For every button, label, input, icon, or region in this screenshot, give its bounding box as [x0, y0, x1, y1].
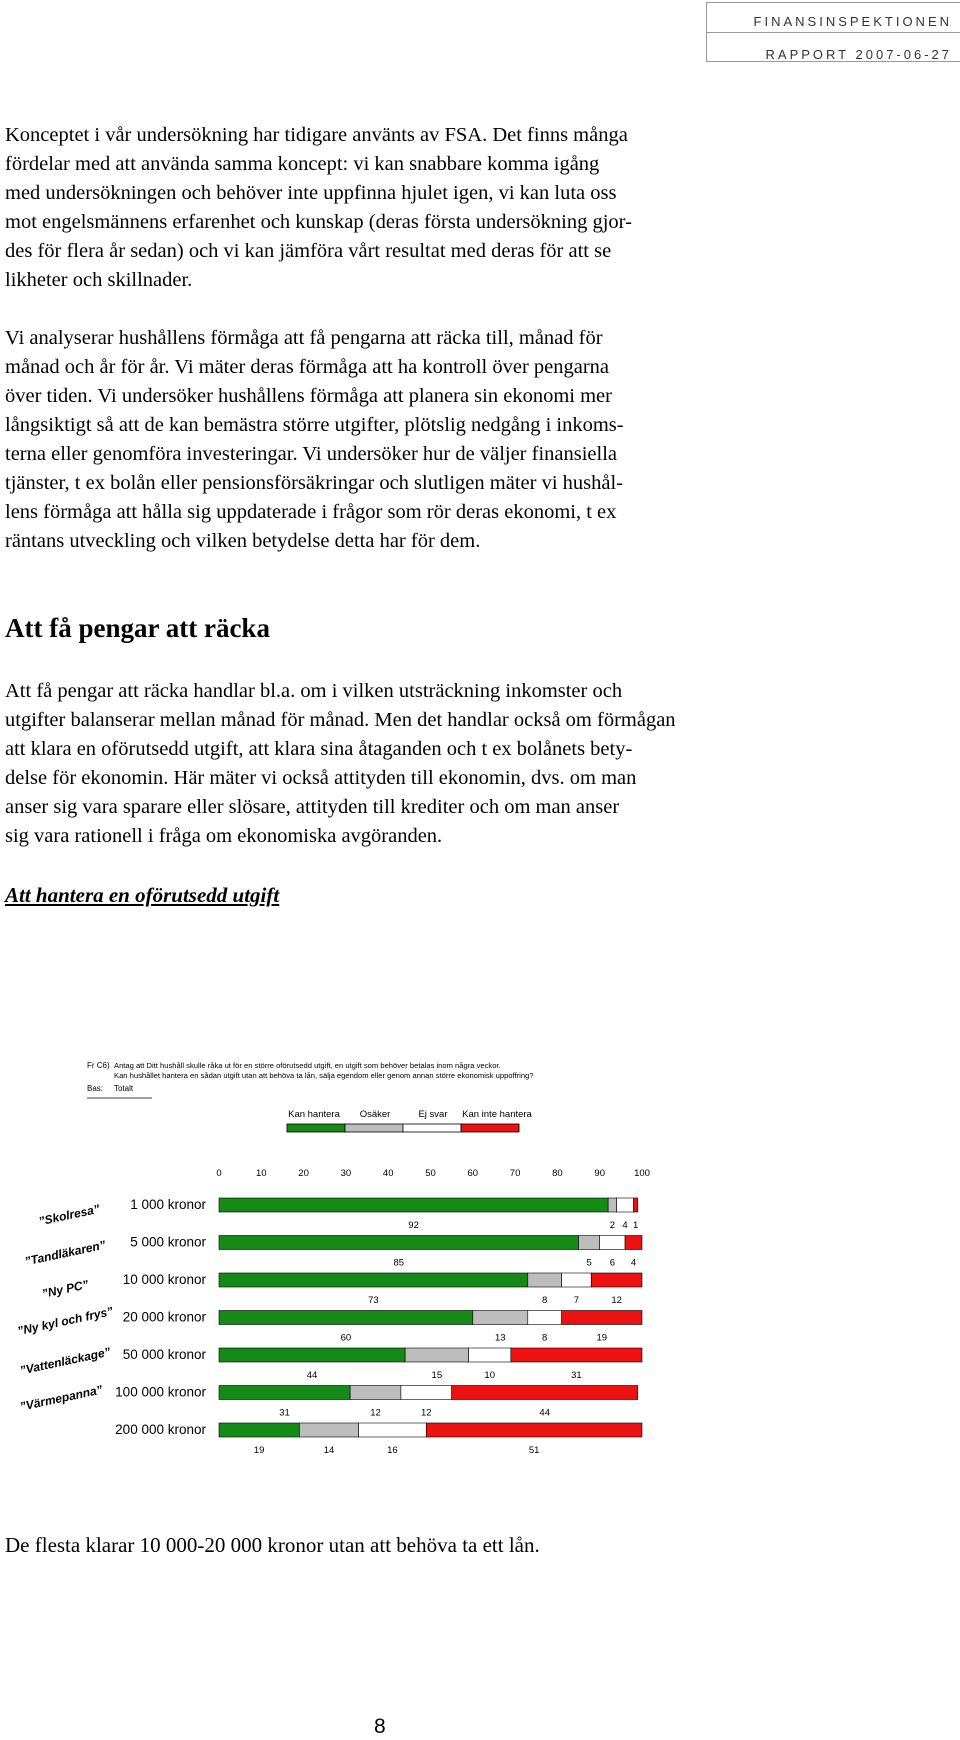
bar-segment	[591, 1273, 642, 1287]
bar-segment	[528, 1273, 562, 1287]
text-line: terna eller genomföra investeringar. Vi undersöker hur de väljer finansiella	[5, 443, 618, 465]
data-label: 13	[495, 1332, 506, 1344]
report-header	[706, 2, 960, 62]
bar-segment	[219, 1236, 579, 1250]
data-label: 31	[279, 1407, 290, 1419]
legend-label: Kan hantera	[288, 1109, 340, 1120]
bar-segment	[405, 1348, 468, 1362]
legend-label: Ej svar	[418, 1109, 448, 1120]
bar-segment	[219, 1273, 528, 1287]
question-text: Antag att Ditt hushåll skulle råka ut för en större oförutsedd utgift, en utgift som behöver betalas inom några veckor.	[114, 1061, 501, 1070]
legend-label: Kan inte hantera	[462, 1109, 532, 1120]
category-label: 1 000 kronor	[130, 1197, 206, 1212]
text-line: likheter och skillnader.	[5, 269, 193, 291]
bar-segment	[452, 1386, 638, 1400]
bar-segment	[469, 1348, 511, 1362]
text-line: des för flera år sedan) och vi kan jämföra vårt resultat med deras för att se	[5, 240, 612, 262]
legend-swatch	[403, 1124, 461, 1132]
scenario-annotation: ”Värmepanna”	[18, 1382, 104, 1414]
data-label: 5	[586, 1257, 592, 1269]
data-label: 44	[539, 1407, 550, 1419]
bar-segment	[579, 1236, 600, 1250]
axis-tick-label: 30	[340, 1168, 352, 1179]
data-label: 12	[611, 1295, 622, 1306]
legend-label: Osäker	[359, 1109, 391, 1120]
category-label: 20 000 kronor	[122, 1309, 206, 1325]
data-label: 4	[622, 1220, 628, 1231]
data-label: 1	[633, 1220, 639, 1231]
bar-segment	[219, 1198, 608, 1212]
data-label: 14	[323, 1445, 335, 1456]
bar-segment	[634, 1198, 638, 1212]
category-label: 200 000 kronor	[115, 1422, 206, 1437]
scenario-annotation: ”Tandläkaren”	[23, 1237, 107, 1269]
text-line: lens förmåga att hålla sig uppdaterade i frågor som rör deras ekonomi, t ex	[5, 501, 617, 523]
category-label: 10 000 kronor	[122, 1272, 206, 1287]
text-line: med undersökningen och behöver inte uppfinna hjulet igen, vi kan luta oss	[5, 182, 617, 204]
axis-tick-label: 20	[298, 1168, 309, 1179]
header-report-date: RAPPORT 2007-06-27	[765, 47, 952, 62]
bar-segment	[350, 1386, 401, 1400]
bar-segment	[401, 1386, 452, 1400]
bar-segment	[219, 1423, 299, 1437]
data-label: 19	[596, 1332, 608, 1344]
axis-tick-label: 70	[509, 1168, 521, 1179]
bar-segment	[219, 1386, 350, 1400]
axis-tick-label: 100	[634, 1168, 650, 1179]
data-label: 31	[571, 1370, 582, 1381]
data-label: 12	[370, 1407, 381, 1419]
axis-tick-label: 60	[467, 1168, 479, 1179]
bar-segment	[562, 1311, 642, 1325]
data-label: 60	[340, 1332, 352, 1344]
paragraph-intro	[5, 121, 955, 295]
unexpected-expense-chart	[0, 1050, 960, 1470]
bar-segment	[473, 1311, 528, 1325]
data-label: 10	[484, 1370, 496, 1381]
page-number: 8	[374, 1715, 386, 1738]
text-line: räntans utveckling och vilken betydelse detta har för dem.	[5, 530, 481, 552]
data-label: 15	[431, 1370, 443, 1381]
question-code: Fr C6)	[87, 1061, 110, 1070]
text-line: sig vara rationell i fråga om ekonomiska avgöranden.	[5, 825, 443, 847]
bar-segment	[219, 1348, 405, 1362]
header-org: FINANSINSPEKTIONEN	[707, 3, 960, 33]
base-label: Bas:	[87, 1084, 104, 1093]
bar-segment	[617, 1198, 634, 1212]
text-line: Vi analyserar hushållens förmåga att få pengarna att räcka till, månad för	[5, 327, 603, 349]
category-label: 100 000 kronor	[115, 1384, 206, 1400]
subsection-heading: Att hantera en oförutsedd utgift	[5, 883, 280, 907]
paragraph-section	[5, 677, 955, 851]
bar-segment	[625, 1236, 642, 1250]
paragraph-analysis	[5, 324, 955, 556]
text-line: tjänster, t ex bolån eller pensionsförsäkringar och slutligen mäter vi hushål-	[5, 472, 623, 494]
text-line: anser sig vara sparare eller slösare, attityden till krediter och om man anser	[5, 796, 620, 818]
data-label: 8	[542, 1332, 548, 1344]
axis-tick-label: 10	[256, 1168, 267, 1179]
text-line: över tiden. Vi undersöker hushållens förmåga att planera sin ekonomi mer	[5, 385, 612, 407]
legend-swatch	[287, 1124, 345, 1132]
data-label: 2	[609, 1220, 616, 1231]
text-line: Att få pengar att räcka handlar bl.a. om i vilken utsträckning inkomster och	[5, 680, 623, 702]
text-line: Konceptet i vår undersökning har tidigare använts av FSA. Det finns många	[5, 124, 628, 146]
data-label: 12	[420, 1407, 432, 1419]
axis-tick-label: 90	[594, 1168, 605, 1179]
bar-segment	[219, 1311, 473, 1325]
scenario-annotation: ”Vattenläckage”	[18, 1344, 112, 1378]
data-label: 19	[253, 1445, 265, 1456]
bar-segment	[426, 1423, 642, 1437]
question-text: Kan hushållet hantera en sådan utgift utan att behöva ta lån, sälja egendom eller genom annan större ekonomisk uppoffring?	[114, 1071, 534, 1080]
legend-swatch	[345, 1124, 403, 1132]
conclusion-text: De flesta klarar 10 000-20 000 kronor utan att behöva ta ett lån.	[5, 1533, 540, 1557]
bar-segment	[299, 1423, 358, 1437]
category-label: 50 000 kronor	[122, 1347, 206, 1362]
data-label: 44	[306, 1370, 318, 1381]
bar-segment	[528, 1311, 562, 1325]
data-label: 85	[393, 1257, 405, 1269]
section-heading: Att få pengar att räcka	[5, 613, 270, 643]
data-label: 92	[408, 1220, 419, 1231]
scenario-annotation: ”Ny PC”	[40, 1277, 90, 1301]
text-line: delse för ekonomin. Här mäter vi också attityden till ekonomin, dvs. om man	[5, 767, 637, 789]
data-label: 6	[609, 1257, 616, 1269]
base-value: Totalt	[114, 1084, 134, 1093]
legend-swatch	[461, 1124, 519, 1132]
bar-segment	[608, 1198, 616, 1212]
bar-segment	[511, 1348, 642, 1362]
text-line: långsiktigt så att de kan bemästra större utgifter, plötslig nedgång i inkoms-	[5, 414, 624, 436]
data-label: 16	[387, 1445, 398, 1456]
axis-tick-label: 50	[425, 1168, 436, 1179]
bar-segment	[600, 1236, 625, 1250]
data-label: 7	[573, 1295, 580, 1306]
category-label: 5 000 kronor	[130, 1234, 206, 1250]
data-label: 73	[368, 1295, 379, 1306]
axis-tick-label: 80	[552, 1168, 563, 1179]
text-line: utgifter balanserar mellan månad för månad. Men det handlar också om förmågan	[5, 709, 676, 731]
text-line: fördelar med att använda samma koncept: vi kan snabbare komma igång	[5, 153, 600, 175]
text-line: mot engelsmännens erfarenhet och kunskap (deras första undersökning gjor-	[5, 211, 632, 233]
bar-segment	[359, 1423, 427, 1437]
bar-segment	[562, 1273, 592, 1287]
data-label: 4	[630, 1257, 637, 1269]
scenario-annotation: ”Skolresa”	[37, 1201, 101, 1229]
data-label: 8	[542, 1295, 548, 1306]
text-line: att klara en oförutsedd utgift, att klara sina åtaganden och t ex bolånets bety-	[5, 738, 633, 760]
text-line: månad och år för år. Vi mäter deras förmåga att ha kontroll över pengarna	[5, 356, 610, 378]
scenario-annotation: ”Ny kyl och frys”	[16, 1304, 115, 1339]
axis-tick-label: 0	[216, 1168, 222, 1179]
axis-tick-label: 40	[382, 1168, 394, 1179]
data-label: 51	[528, 1445, 540, 1456]
